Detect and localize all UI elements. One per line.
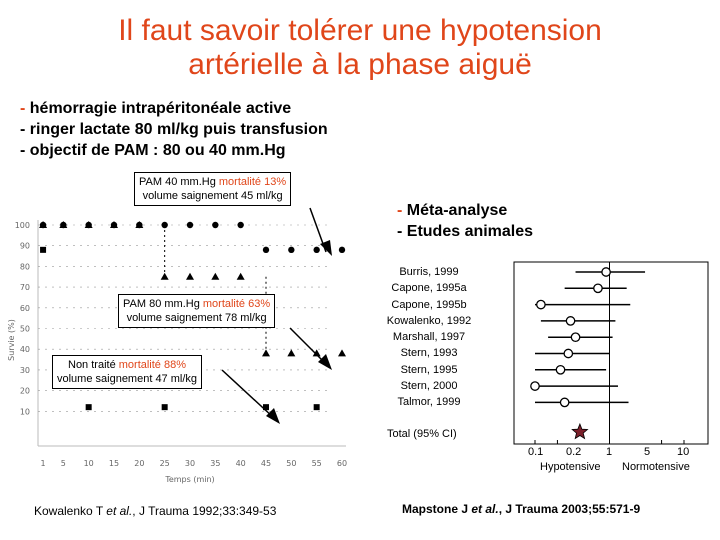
x-tick-label: 60 [336, 459, 348, 468]
callout-pam80: PAM 80 mm.Hg mortalité 63% volume saignement 78 ml/kg [118, 294, 275, 328]
reference-right: Mapstone J et al., J Trauma 2003;55:571-9 [402, 502, 641, 516]
y-tick-label: 90 [19, 241, 30, 251]
data-point-triangle [338, 349, 346, 356]
data-point-square [86, 404, 92, 410]
y-tick-label: 10 [19, 407, 30, 417]
y-tick-label: 40 [19, 345, 30, 355]
data-point-square [314, 404, 320, 410]
forest-tick-10: 10 [677, 446, 690, 458]
study-label: Stern, 2000 [400, 380, 458, 393]
total-estimate-star [572, 424, 587, 439]
data-point-circle [212, 222, 218, 228]
study-label: Capone, 1995b [391, 298, 467, 311]
y-axis-label: Survie (%) [7, 319, 16, 361]
x-tick-label: 5 [60, 459, 66, 468]
x-axis-label: Temps (min) [165, 475, 215, 484]
title-line-2: artérielle à la phase aiguë [188, 48, 532, 81]
y-tick-label: 70 [19, 283, 30, 293]
y-tick-label: 60 [19, 303, 30, 313]
forest-tick-0.1: 0.1 [528, 446, 544, 458]
data-point-square [40, 247, 46, 253]
study-label: Talmor, 1999 [397, 396, 461, 409]
study-estimate [602, 268, 610, 276]
y-tick-label: 30 [19, 365, 30, 375]
bullet-item: - objectif de PAM : 80 ou 40 mm.Hg [20, 142, 286, 159]
data-point-triangle [287, 349, 295, 356]
data-point-circle [237, 222, 243, 228]
study-estimate [531, 382, 539, 390]
study-estimate [560, 398, 568, 406]
data-point-triangle [237, 273, 245, 280]
study-estimate [571, 333, 579, 341]
forest-tick-1: 1 [606, 446, 613, 458]
data-point-circle [263, 247, 269, 253]
survival-chart [7, 220, 347, 484]
x-tick-label: 45 [260, 459, 272, 468]
y-tick-label: 50 [19, 324, 30, 334]
y-tick-label: 100 [14, 221, 30, 230]
reference-left: Kowalenko T et al., J Trauma 1992;33:349-53 [34, 504, 277, 518]
x-tick-label: 10 [83, 459, 94, 468]
study-label: Stern, 1993 [400, 347, 458, 360]
data-point-circle [288, 247, 294, 253]
study-estimate [594, 284, 602, 292]
hypotensive-label: Hypotensive [540, 461, 601, 473]
study-estimate [537, 300, 545, 308]
forest-tick-0.2: 0.2 [566, 446, 582, 458]
meta-analysis-points [397, 200, 533, 242]
callout-untreated: Non traité mortalité 88% volume saignement 47 ml/kg [52, 355, 202, 389]
y-tick-label: 20 [19, 386, 30, 396]
data-point-square [162, 404, 168, 410]
study-list [380, 264, 478, 411]
study-label: Burris, 1999 [399, 266, 459, 278]
study-label: Stern, 1995 [400, 363, 458, 376]
x-tick-label: 35 [210, 459, 221, 468]
data-point-circle [187, 222, 193, 228]
x-tick-label: 30 [184, 459, 196, 468]
normotensive-label: Normotensive [622, 461, 690, 473]
study-estimate [566, 317, 574, 325]
data-point-triangle [211, 273, 219, 280]
x-tick-label: 55 [311, 459, 322, 468]
bullet-item: - ringer lactate 80 ml/kg puis transfusion [20, 121, 328, 138]
meta-item: - Méta-analyse [397, 202, 508, 219]
x-tick-label: 40 [235, 459, 246, 468]
title-line-1: Il faut savoir tolérer une hypotension [118, 14, 602, 47]
meta-item: - Etudes animales [397, 223, 534, 240]
x-tick-label: 25 [159, 459, 170, 468]
study-label: Kowalenko, 1992 [386, 314, 472, 327]
study-label: Marshall, 1997 [392, 331, 466, 344]
forest-plot [514, 262, 708, 444]
forest-tick-5: 5 [644, 446, 651, 458]
data-point-triangle [186, 273, 194, 280]
x-tick-label: 1 [40, 459, 46, 468]
total-label: Total (95% CI) [387, 428, 457, 440]
study-estimate [556, 366, 564, 374]
x-tick-label: 50 [286, 459, 297, 468]
data-point-circle [339, 247, 345, 253]
study-label: Capone, 1995a [391, 282, 467, 295]
callout-pam40: PAM 40 mm.Hg mortalité 13% volume saignement 45 ml/kg [134, 172, 291, 206]
study-estimate [564, 349, 572, 357]
bullet-item: - hémorragie intrapéritonéale active [20, 100, 292, 117]
y-tick-label: 80 [19, 262, 30, 272]
x-tick-label: 15 [108, 459, 120, 468]
data-point-circle [313, 247, 319, 253]
x-tick-label: 20 [134, 459, 145, 468]
